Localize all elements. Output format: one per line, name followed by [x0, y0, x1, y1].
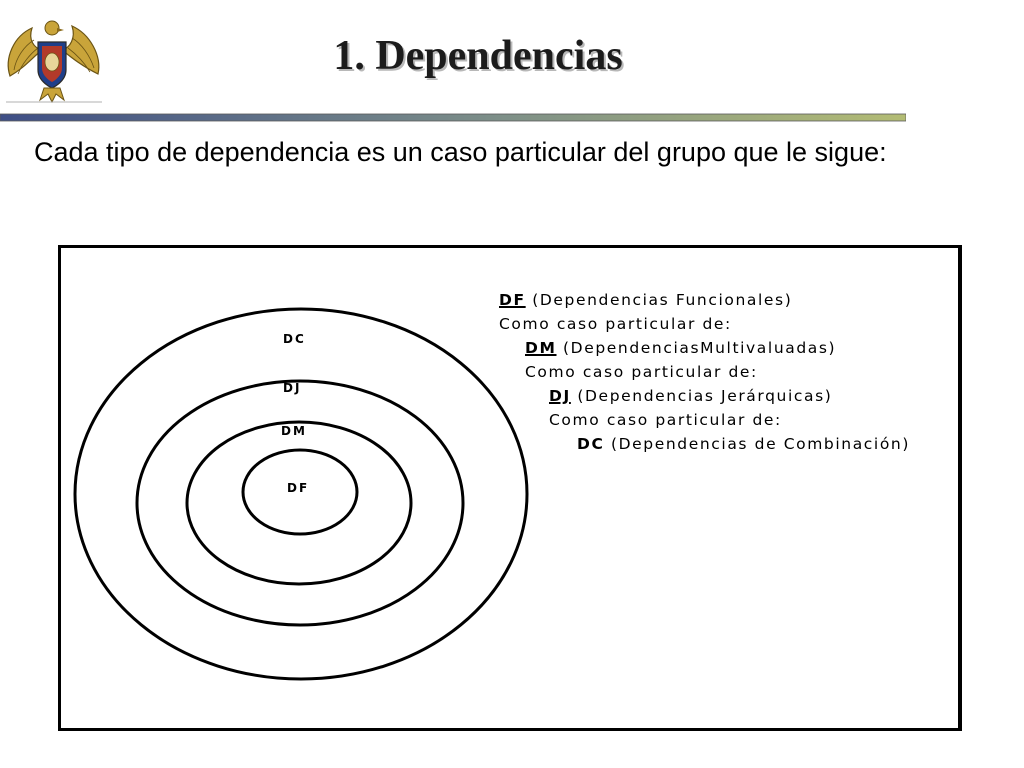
legend-item	[499, 384, 959, 408]
dependency-legend	[499, 288, 959, 456]
legend-continuation: Como caso particular de:	[549, 411, 782, 429]
dependency-diagram	[58, 245, 962, 731]
legend-text: (Dependencias Funcionales)	[532, 291, 793, 309]
legend-text: (DependenciasMultivaluadas)	[563, 339, 837, 357]
legend-text: (Dependencias Jerárquicas)	[577, 387, 833, 405]
ring-label-df: DF	[287, 481, 310, 495]
ring-label-dj: DJ	[283, 381, 302, 395]
title-divider	[0, 109, 906, 118]
page-title: 1. Dependencias	[333, 33, 623, 79]
legend-continuation: Como caso particular de:	[499, 315, 732, 333]
legend-continuation: Como caso particular de:	[525, 363, 758, 381]
ring-dm	[187, 422, 411, 584]
legend-abbr: DM	[525, 339, 557, 357]
legend-item	[499, 288, 959, 312]
legend-text: (Dependencias de Combinación)	[610, 435, 910, 453]
legend-abbr: DJ	[549, 387, 571, 405]
ring-label-dm: DM	[281, 424, 307, 438]
legend-item	[499, 432, 959, 456]
legend-abbr: DC	[577, 435, 605, 453]
ring-label-dc: DC	[283, 332, 306, 346]
legend-item	[499, 336, 959, 360]
legend-abbr: DF	[499, 291, 526, 309]
subtitle-text: Cada tipo de dependencia es un caso particular del grupo que le sigue:	[34, 137, 887, 167]
